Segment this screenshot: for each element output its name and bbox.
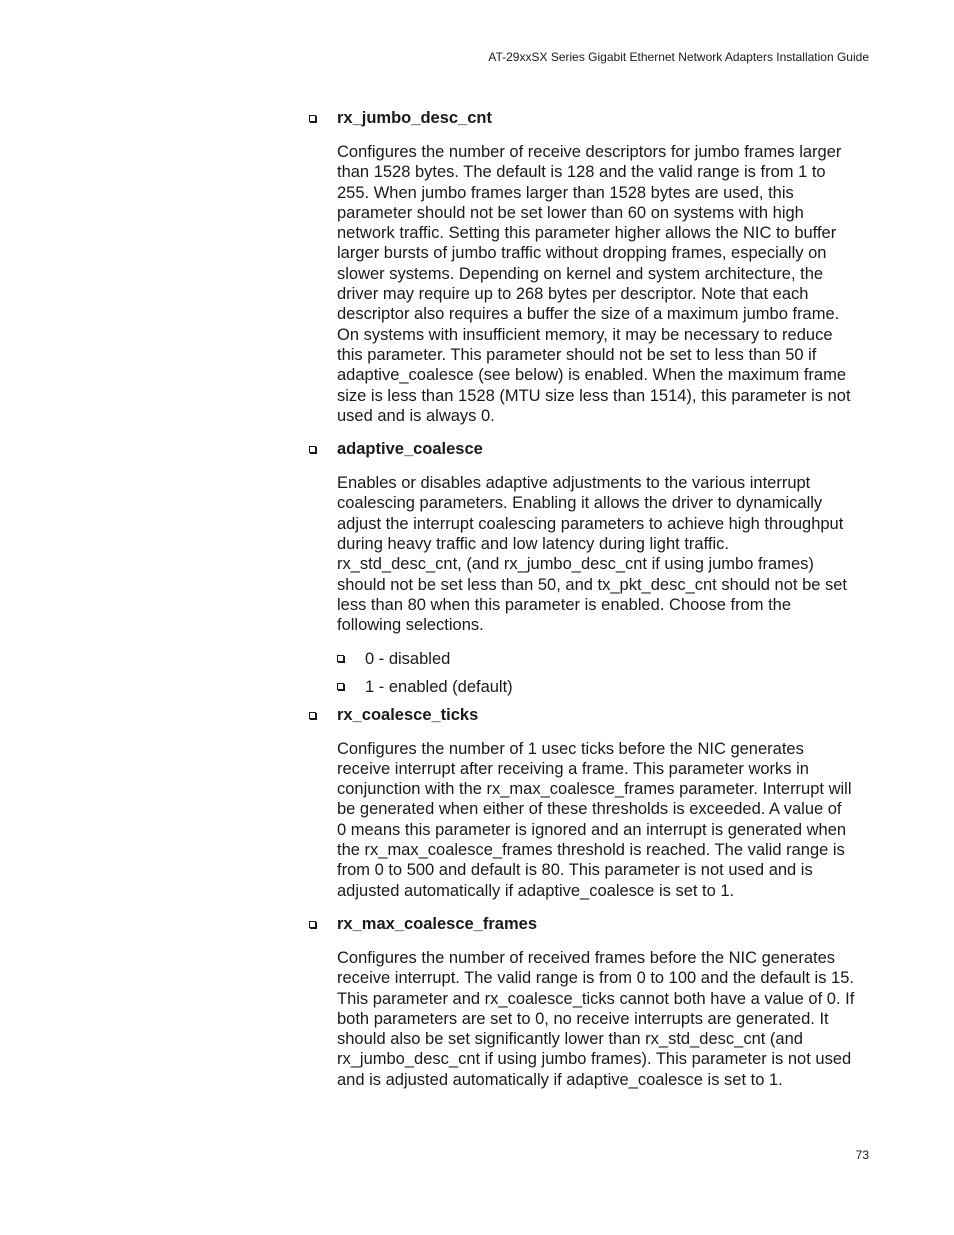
- option-list: [337, 648, 873, 704]
- checkbox-bullet-icon: [309, 115, 316, 122]
- checkbox-bullet-icon: [337, 683, 344, 690]
- option-label: 1 - enabled (default): [365, 677, 513, 696]
- param-description: Configures the number of receive descriptors for jumbo frames larger than 1528 bytes. The default is 128 and the valid range is from 1 to 255. When jumbo frames larger than 1528 bytes are used, this parameter should not be set lower than 60 on systems with high network traffic. Setting this parameter higher allows the NIC to buffer larger bursts of jumbo traffic without dropping frames, especially on slower systems. Depending on kernel and system architecture, the driver may require up to 268 bytes per descriptor. Note that each descriptor also requires a buffer the size of a maximum jumbo frame. On systems with insufficient memory, it may be necessary to reduce this parameter. This parameter should not be set to less than 50 if adaptive_coalesce (see below) is enabled. When the maximum frame size is less than 1528 (MTU size less than 1514), this parameter is not used and is always 0.: [337, 143, 851, 425]
- param-description: Enables or disables adaptive adjustments to the various interrupt coalescing parameters. Enabling it allows the driver to dynamically adjust the interrupt coalescing parameters to achieve high throughput during heavy traffic and low latency during light traffic. rx_std_desc_cnt, (and rx_jumbo_desc_cnt if using jumbo frames) should not be set less than 50, and tx_pkt_desc_cnt should not be set less than 80 when this parameter is enabled. Choose from the following selections.: [337, 474, 848, 635]
- option-item: [337, 648, 873, 676]
- param-title: rx_coalesce_ticks: [337, 705, 479, 724]
- checkbox-bullet-icon: [309, 446, 316, 453]
- param-rx-coalesce-ticks: [308, 704, 873, 901]
- option-item: [337, 676, 873, 704]
- checkbox-bullet-icon: [309, 921, 316, 928]
- param-title-row: [308, 913, 873, 935]
- param-title-row: [308, 704, 873, 726]
- page-number: 73: [855, 1148, 869, 1162]
- param-description: Configures the number of received frames before the NIC generates receive interrupt. The valid range is from 0 to 100 and the default is 15. This parameter and rx_coalesce_ticks cannot both have a value of 0. If both parameters are set to 0, no receive interrupts are generated. It should also be set significantly lower than rx_std_desc_cnt (and rx_jumbo_desc_cnt if using jumbo frames). This parameter is not used and is adjusted automatically if adaptive_coalesce is set to 1.: [337, 948, 855, 1089]
- param-title: rx_jumbo_desc_cnt: [337, 109, 492, 127]
- option-label: 0 - disabled: [365, 649, 451, 668]
- running-header: AT-29xxSX Series Gigabit Ethernet Network Adapters Installation Guide: [488, 50, 869, 64]
- param-title-row: [308, 438, 873, 460]
- param-description: Configures the number of 1 usec ticks before the NIC generates receive interrupt after receiving a frame. This parameter works in conjunction with the rx_max_coalesce_frames parameter. Interrupt will be generated when either of these thresholds is exceeded. A value of 0 means this parameter is ignored and an interrupt is generated when the rx_max_coalesce_frames threshold is reached. The valid range is from 0 to 500 and default is 80. This parameter is not used and is adjusted automatically if adaptive_coalesce is set to 1.: [337, 739, 852, 900]
- param-rx-jumbo-desc-cnt: [308, 107, 873, 426]
- parameter-list: [308, 107, 873, 1090]
- checkbox-bullet-icon: [337, 655, 344, 662]
- checkbox-bullet-icon: [309, 712, 316, 719]
- param-title: rx_max_coalesce_frames: [337, 914, 537, 933]
- param-adaptive-coalesce: [308, 438, 873, 703]
- param-rx-max-coalesce-frames: [308, 913, 873, 1090]
- param-title: adaptive_coalesce: [337, 440, 483, 459]
- param-title-row: [308, 107, 873, 129]
